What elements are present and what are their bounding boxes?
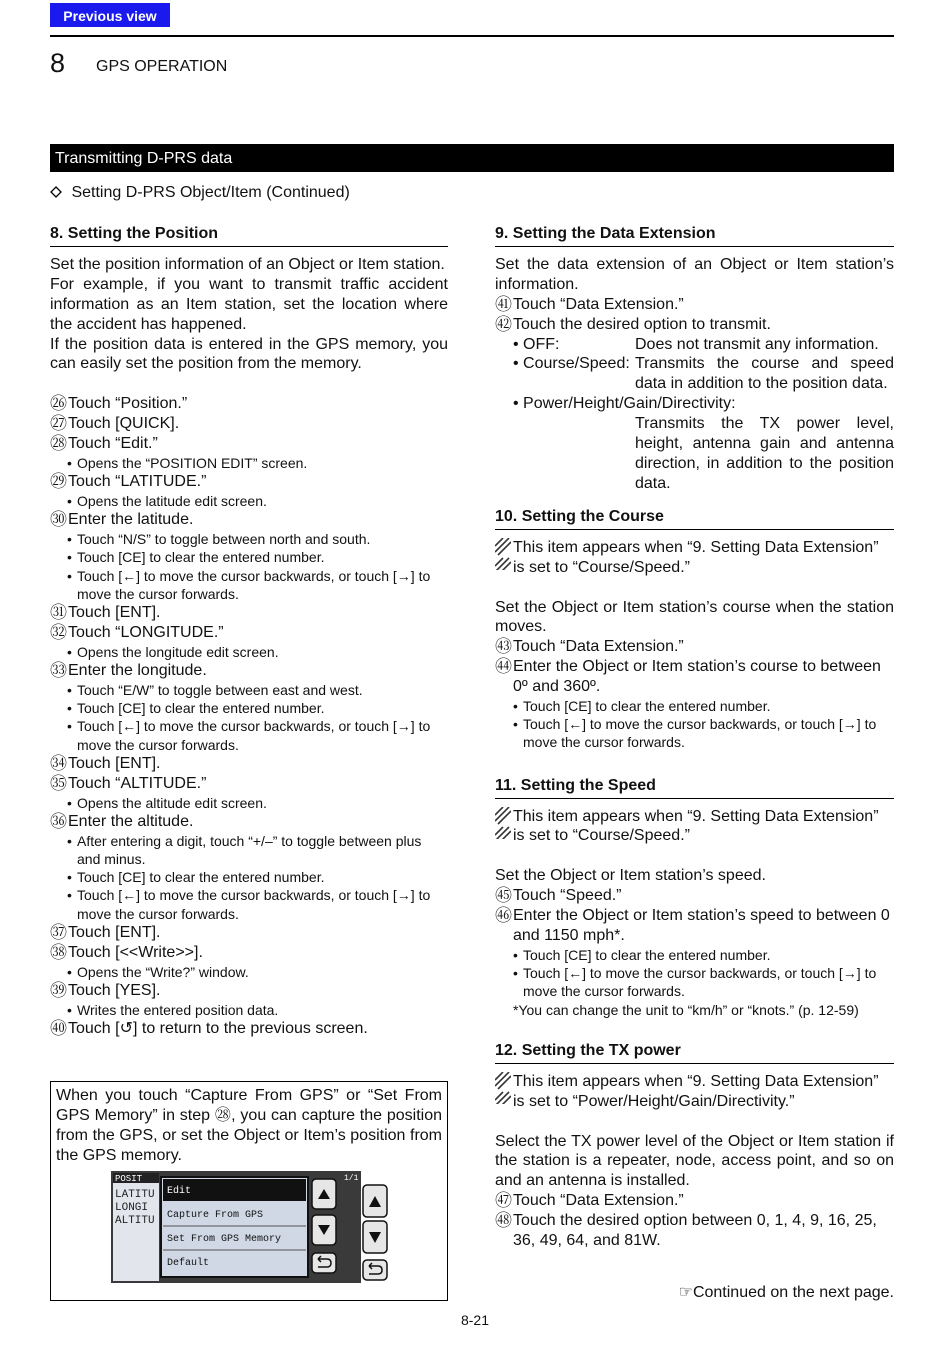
option-value: Does not transmit any information. [635,335,879,353]
bullet-text: Touch [CE] to clear the entered number. [77,869,325,886]
step-number: ㉗ [50,414,67,434]
intro-paragraph: Select the TX power level of the Object or Item station if the station is a repeater, node, access point, and so on and an antenna is installed. [495,1132,894,1190]
screen-row: LONGI [115,1202,149,1214]
step-text: Touch “LATITUDE.” [68,473,207,491]
section-title: Transmitting D-PRS data [55,150,233,167]
menu-item-edit[interactable]: Edit [167,1186,192,1197]
footnote: *You can change the unit to “km/h” or “knots.” (p. 12-59) [513,1001,859,1018]
step-text: Touch [↺] to return to the previous screen. [68,1019,368,1037]
step-text: Enter the Object or Item station’s course to between 0º and 360º. [513,658,881,696]
step-text: Touch “ALTITUDE.” [68,774,207,792]
step [495,886,894,906]
step [495,1211,894,1251]
screen-title: POSIT [115,1174,143,1184]
note-icon [495,538,513,578]
note-icon [495,807,513,847]
bullet-item: • Touch “N/S” to toggle between north and south. [67,531,371,548]
step [50,472,448,492]
bullet-text: Touch [←] to move the cursor backwards, or touch [→] to move the cursor forwards. [77,718,431,753]
step-number: ㊲ [50,922,67,942]
step-text: Touch [ENT]. [68,754,161,772]
info-box [50,1081,448,1301]
step [495,295,894,315]
bullet-item: • Touch [←] to move the cursor backwards, or touch [→] to move the cursor forwards. [495,715,894,751]
bullet-item: • Opens the altitude edit screen. [67,794,267,811]
bullet-item: • Opens the latitude edit screen. [67,493,267,510]
step [495,637,894,657]
step [50,981,448,1001]
top-rule [50,35,894,37]
intro-paragraph: Set the Object or Item station’s course when the station moves. [495,598,894,636]
bullet-text: Touch [←] to move the cursor backwards, or touch [→] to move the cursor forwards. [523,965,877,1000]
subsection-title [50,184,350,202]
bullet-item: • Writes the entered position data. [67,1001,279,1018]
step [50,943,448,963]
bullet-text: Touch [CE] to clear the entered number. [523,698,771,715]
right-column [495,224,894,1251]
note-text: This item appears when “9. Setting Data Extension” is set to “Power/Height/Gain/Directivity.” [513,1072,879,1110]
step-text: Touch “Data Extension.” [513,1192,684,1210]
bullet-item: • Opens the “Write?” window. [67,963,249,980]
step [50,510,448,530]
note [495,1072,894,1112]
chapter-number: 8 [50,48,66,78]
section-title-bar [50,144,894,172]
step [495,906,894,946]
step-number: ㉖ [50,394,67,414]
step-text: Touch [<<Write>>]. [68,943,203,961]
bullet-item: • Touch [CE] to clear the entered number. [67,869,325,886]
radio-screen-illustration [111,1171,389,1283]
step [495,657,894,697]
bullet-item: • Touch [CE] to clear the entered number. [513,946,771,963]
step [50,394,448,414]
step-text: Touch “Edit.” [68,435,158,453]
option-key: • OFF: [513,335,560,353]
step-number: ㊷ [495,314,512,334]
menu-item-set-from-gps-memory[interactable]: Set From GPS Memory [167,1234,282,1245]
screen-row: LATITU [115,1189,155,1201]
bullet-text: Writes the entered position data. [77,1001,279,1018]
bullet-item: • After entering a digit, touch “+/–” to toggle between plus and minus. [50,832,448,868]
step-number: ㊺ [495,886,512,906]
step [50,812,448,832]
bullet-text: Touch [CE] to clear the entered number. [77,549,325,566]
section-heading: 9. Setting the Data Extension [495,224,894,247]
step-text: Touch [ENT]. [68,604,161,622]
intro-paragraph: Set the Object or Item station’s speed. [495,867,766,885]
note-text: This item appears when “9. Setting Data Extension” is set to “Course/Speed.” [513,807,879,845]
step-number: ㉚ [50,510,67,530]
option-item [495,414,894,494]
option-value: Transmits the course and speed data in addition to the position data. [635,355,894,393]
step [50,661,448,681]
step-number: ㊵ [50,1018,67,1038]
bullet-item: • Touch [CE] to clear the entered number. [67,549,325,566]
step-text: Touch [YES]. [68,981,161,999]
option-item [495,335,894,355]
step-text: Enter the Object or Item station’s speed to between 0 and 1150 mph*. [513,907,890,945]
menu-item-default[interactable]: Default [167,1258,210,1269]
section-heading: 8. Setting the Position [50,224,448,247]
section-heading: 12. Setting the TX power [495,1041,894,1064]
info-text: When you touch “Capture From GPS” or “Set From GPS Memory” in step ㉘, you can capture the position from the GPS, or set the Object or Item’s position from the GPS memory. [56,1087,442,1164]
step-text: Touch [QUICK]. [68,415,180,433]
step-number: ㉙ [50,472,67,492]
step-number: ㊱ [50,811,67,831]
step [50,774,448,794]
bullet-text: Opens the longitude edit screen. [77,643,279,660]
bullet-item: • Touch [CE] to clear the entered number. [513,698,771,715]
intro-paragraph: Set the position information of an Object or Item station. [50,255,445,273]
step-text: Enter the altitude. [68,812,194,830]
step-number: ㊳ [50,942,67,962]
bullet-text: Touch [CE] to clear the entered number. [523,946,771,963]
intro-paragraph: For example, if you want to transmit traffic accident information as an Item station, set the location where the accident has happened. [50,275,448,333]
step-number: ㉟ [50,773,67,793]
step-number: ㊼ [495,1191,512,1211]
step-text: Touch [ENT]. [68,923,161,941]
step [50,603,448,623]
step-text: Touch “Data Extension.” [513,295,684,313]
intro-paragraph: Set the data extension of an Object or Item station’s information. [495,255,894,293]
step-number: ㉝ [50,661,67,681]
bullet-item: • Touch [CE] to clear the entered number. [67,700,325,717]
bullet-text: Touch [←] to move the cursor backwards, or touch [→] to move the cursor forwards. [77,887,431,922]
bullet-text: Touch “E/W” to toggle between east and west. [77,682,363,699]
step-number: ㉜ [50,623,67,642]
section-heading: 10. Setting the Course [495,507,894,530]
bullet-text: Touch “N/S” to toggle between north and south. [77,531,371,548]
step-text: Touch “Position.” [68,395,188,413]
note-text: This item appears when “9. Setting Data Extension” is set to “Course/Speed.” [513,538,879,576]
step-text: Enter the longitude. [68,662,207,680]
step-number: ㊶ [495,294,512,314]
step [495,1191,894,1211]
step-number: ㊴ [50,980,67,1000]
step [50,923,448,943]
step [50,754,448,774]
chapter-title: GPS OPERATION [96,58,228,75]
step-number: ㉞ [50,753,67,773]
menu-back-button[interactable] [312,1253,336,1273]
step [495,315,894,335]
diamond-icon [50,184,71,201]
step-text: Touch the desired option to transmit. [513,315,771,333]
bullet-item: • Touch “E/W” to toggle between east and west. [67,682,363,699]
bullet-item: • Touch [←] to move the cursor backwards, or touch [→] to move the cursor forwards. [50,886,448,922]
menu-item-capture-from-gps[interactable]: Capture From GPS [167,1210,264,1221]
step-number: ㊻ [495,906,512,926]
subsection-label: Setting D-PRS Object/Item (Continued) [71,184,350,201]
bullet-text: Touch [←] to move the cursor backwards, or touch [→] to move the cursor forwards. [523,716,877,751]
option-key: • Power/Height/Gain/Directivity: [513,395,736,413]
screen-row: ALTITU [115,1215,155,1227]
bullet-text: Opens the altitude edit screen. [77,794,267,811]
step-number: ㊹ [495,657,512,677]
note-icon [495,1072,513,1112]
intro-paragraph: If the position data is entered in the GPS memory, you can easily set the position from the memory. [50,335,448,373]
step [50,1019,448,1039]
bullet-item: • Touch [←] to move the cursor backwards, or touch [→] to move the cursor forwards. [495,964,894,1000]
step-text: Enter the latitude. [68,511,194,529]
bullet-text: Touch [←] to move the cursor backwards, or touch [→] to move the cursor forwards. [77,567,431,602]
step-number: ㉘ [50,434,67,454]
bullet-text: Opens the “POSITION EDIT” screen. [77,455,308,472]
step-number: ㊽ [495,1211,512,1231]
option-key: • Course/Speed: [513,355,630,373]
option-value: Transmits the TX power level, height, antenna gain and antenna direction, in addition to the position data. [635,415,894,492]
continued-note: ☞Continued on the next page. [678,1284,894,1301]
bullet-item: • Touch [←] to move the cursor backwards, or touch [→] to move the cursor forwards. [50,717,448,753]
section-heading: 11. Setting the Speed [495,776,894,799]
step-text: Touch “Speed.” [513,887,622,905]
step-number: ㉛ [50,603,67,623]
left-column [50,224,448,1039]
bullet-item: • Touch [←] to move the cursor backwards, or touch [→] to move the cursor forwards. [50,567,448,603]
step-number: ㊸ [495,637,512,657]
bullet-text: Opens the “Write?” window. [77,963,249,980]
note [495,538,894,578]
step-text: Touch the desired option between 0, 1, 4, 9, 16, 25, 36, 49, 64, and 81W. [513,1212,877,1250]
bullet-item: • Opens the “POSITION EDIT” screen. [67,455,308,472]
step [50,434,448,454]
option-item [495,354,894,394]
step-text: Touch “Data Extension.” [513,638,684,656]
step-text: Touch “LONGITUDE.” [68,624,224,641]
page-number: 8-21 [460,1312,490,1328]
previous-view-button[interactable]: Previous view [50,3,170,27]
step [50,623,448,643]
bullet-text: After entering a digit, touch “+/–” to toggle between plus and minus. [77,832,422,867]
note [495,807,894,847]
screen-page-indicator: 1/1 [344,1174,359,1183]
step [50,414,448,434]
bullet-item: • Opens the longitude edit screen. [67,643,279,660]
bullet-text: Touch [CE] to clear the entered number. [77,700,325,717]
screen-back-button[interactable] [363,1260,387,1280]
bullet-text: Opens the latitude edit screen. [77,493,267,510]
